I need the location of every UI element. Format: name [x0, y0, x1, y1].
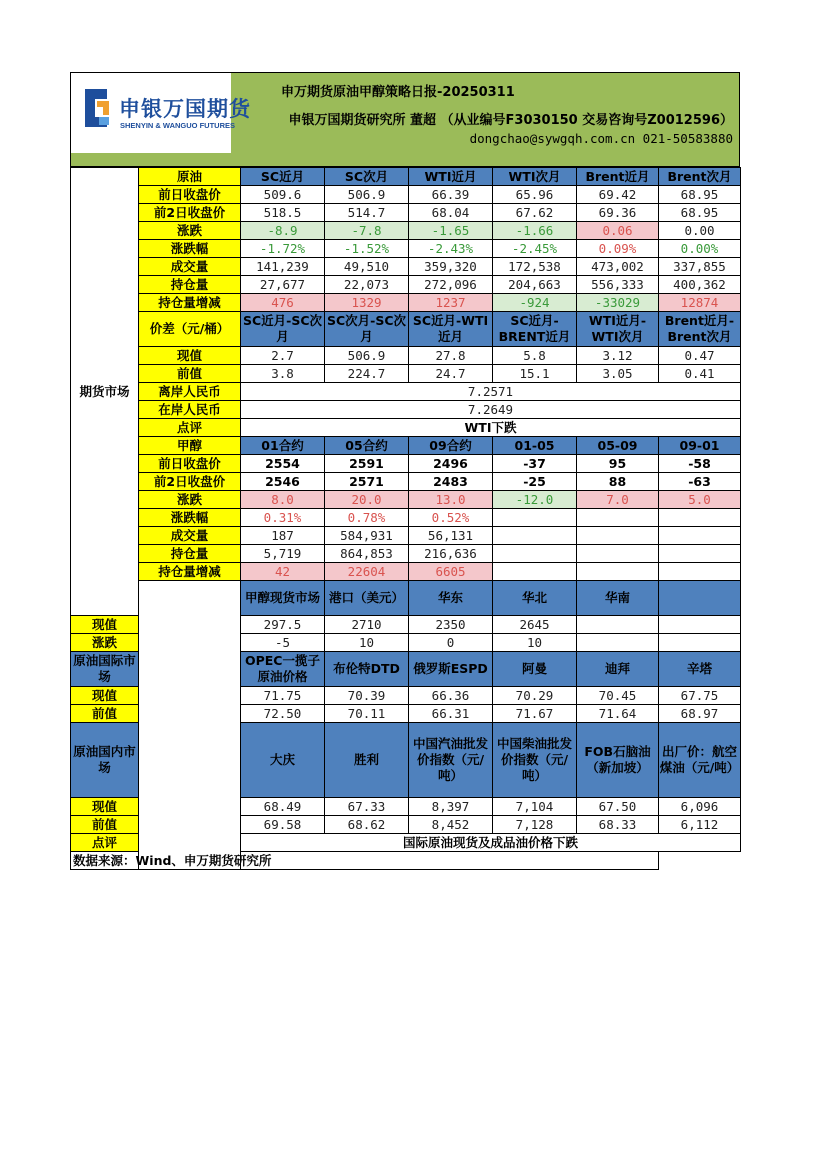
methanol-value [659, 545, 741, 563]
crude-value: 506.9 [325, 186, 409, 204]
methanol-col-header: 华东 [409, 581, 493, 616]
methanol-value: 584,931 [325, 527, 409, 545]
crude-value: 68.95 [659, 204, 741, 222]
spread-col-header: Brent近月-Brent次月 [659, 312, 741, 347]
methanol-value [493, 545, 577, 563]
row-label: 前值 [71, 705, 139, 723]
crude_dom-value: 8,452 [409, 816, 493, 834]
crude-value: 509.6 [241, 186, 325, 204]
methanol-value: 10 [325, 634, 409, 652]
crude-col-header: 原油 [139, 168, 241, 186]
row-label: 前值 [139, 365, 241, 383]
spread-value: 27.8 [409, 347, 493, 365]
fx-value: 7.2649 [241, 401, 741, 419]
methanol-value: 187 [241, 527, 325, 545]
crude-value: 141,239 [241, 258, 325, 276]
comment-label: 点评 [71, 834, 139, 852]
crude-col-header: WTI次月 [493, 168, 577, 186]
crude-value: 22,073 [325, 276, 409, 294]
crude_intl-value: 71.67 [493, 705, 577, 723]
crude-value: 514.7 [325, 204, 409, 222]
methanol-value: 864,853 [325, 545, 409, 563]
source-row [71, 852, 741, 870]
spread-row [71, 347, 741, 365]
crude-row [71, 258, 741, 276]
methanol-value: 22604 [325, 563, 409, 581]
crude-value: 12874 [659, 294, 741, 312]
crude-value: 68.04 [409, 204, 493, 222]
logo-subtext: SHENYIN & WANGUO FUTURES [120, 121, 236, 130]
spread-value: 2.7 [241, 347, 325, 365]
row-label: 现值 [139, 347, 241, 365]
row-label: 现值 [71, 616, 139, 634]
crude-value: 49,510 [325, 258, 409, 276]
methanol-value: 5.0 [659, 491, 741, 509]
spot-comment: 国际原油现货及成品油价格下跌 [241, 834, 741, 852]
crude_intl-col-header: 阿曼 [493, 652, 577, 687]
crude-value: 337,855 [659, 258, 741, 276]
crude-value: 359,320 [409, 258, 493, 276]
crude-value: 68.95 [659, 186, 741, 204]
crude-value: -1.66 [493, 222, 577, 240]
spread-value: 506.9 [325, 347, 409, 365]
spread-value: 0.41 [659, 365, 741, 383]
crude_dom-value: 68.33 [577, 816, 659, 834]
fx-label: 在岸人民币 [139, 401, 241, 419]
crude-row [71, 222, 741, 240]
futures-comment-row [71, 419, 741, 437]
crude_intl-value: 67.75 [659, 687, 741, 705]
methanol-value: 2496 [409, 455, 493, 473]
row-label: 成交量 [139, 527, 241, 545]
crude-row [71, 204, 741, 222]
crude-row [71, 294, 741, 312]
crude_intl-col-header: 原油国际市场 [71, 652, 139, 687]
spread-header-label: 价差（元/桶） [139, 312, 241, 347]
crude_intl-value: 70.45 [577, 687, 659, 705]
methanol-value [577, 527, 659, 545]
methanol-row [71, 491, 741, 509]
crude_intl-col-header: 俄罗斯ESPD [409, 652, 493, 687]
fx-label: 离岸人民币 [139, 383, 241, 401]
crude-col-header: WTI近月 [409, 168, 493, 186]
methanol-value: -12.0 [493, 491, 577, 509]
crude_dom-col-header: 大庆 [241, 723, 325, 798]
methanol-value: 0.52% [409, 509, 493, 527]
crude-value: 69.36 [577, 204, 659, 222]
crude_intl-value: 66.31 [409, 705, 493, 723]
methanol-row [71, 545, 741, 563]
crude-value: 69.42 [577, 186, 659, 204]
methanol-value: -37 [493, 455, 577, 473]
report-sheet [70, 72, 740, 870]
crude-col-header: Brent次月 [659, 168, 741, 186]
methanol-value: 2645 [493, 616, 577, 634]
methanol-col-header: 09-01 [659, 437, 741, 455]
crude_intl-value: 70.11 [325, 705, 409, 723]
crude_dom-value: 7,104 [493, 798, 577, 816]
row-label: 涨跌 [71, 634, 139, 652]
fx-row [71, 383, 741, 401]
crude_dom-value: 7,128 [493, 816, 577, 834]
crude-value: 0.00% [659, 240, 741, 258]
crude_dom-col-header: 出厂价：航空煤油（元/吨） [659, 723, 741, 798]
data-source: 数据来源：Wind、申万期货研究所 [71, 852, 659, 870]
report-title: 申万期货原油甲醇策略日报-20250311 [281, 85, 515, 100]
methanol-value: 0.31% [241, 509, 325, 527]
crude_dom-value: 6,096 [659, 798, 741, 816]
methanol-value: 8.0 [241, 491, 325, 509]
spread-value: 3.05 [577, 365, 659, 383]
methanol-col-header: 05-09 [577, 437, 659, 455]
methanol-value [577, 563, 659, 581]
crude_dom-value: 6,112 [659, 816, 741, 834]
comment-label: 点评 [139, 419, 241, 437]
methanol-value [493, 527, 577, 545]
crude-value: -1.65 [409, 222, 493, 240]
methanol-value [659, 509, 741, 527]
row-label: 前2日收盘价 [139, 473, 241, 491]
row-label: 前值 [71, 816, 139, 834]
row-label: 前2日收盘价 [139, 204, 241, 222]
crude-value: 272,096 [409, 276, 493, 294]
methanol-value [577, 616, 659, 634]
row-label: 成交量 [139, 258, 241, 276]
crude-value: -924 [493, 294, 577, 312]
methanol-value: 10 [493, 634, 577, 652]
spread-col-header: SC近月-BRENT近月 [493, 312, 577, 347]
futures-comment: WTI下跌 [241, 419, 741, 437]
crude-value: 518.5 [241, 204, 325, 222]
crude_intl-value: 68.97 [659, 705, 741, 723]
methanol-value: 2483 [409, 473, 493, 491]
methanol-col-header: 甲醇 [139, 437, 241, 455]
methanol-value: 6605 [409, 563, 493, 581]
methanol-header-row [71, 437, 741, 455]
crude_intl-value: 72.50 [241, 705, 325, 723]
crude-value: 27,677 [241, 276, 325, 294]
crude-value: 204,663 [493, 276, 577, 294]
methanol-value [577, 634, 659, 652]
crude-value: 1329 [325, 294, 409, 312]
crude-row [71, 276, 741, 294]
crude-value: 66.39 [409, 186, 493, 204]
crude_dom-value: 67.33 [325, 798, 409, 816]
crude_intl-value: 71.75 [241, 687, 325, 705]
methanol-value: 7.0 [577, 491, 659, 509]
methanol-value: 2591 [325, 455, 409, 473]
crude_dom-value: 69.58 [241, 816, 325, 834]
methanol-value: 95 [577, 455, 659, 473]
spread-col-header: SC近月-WTI近月 [409, 312, 493, 347]
row-label: 涨跌 [139, 491, 241, 509]
row-label: 涨跌幅 [139, 509, 241, 527]
methanol-value: 0 [409, 634, 493, 652]
crude-value: 65.96 [493, 186, 577, 204]
methanol-header-row [71, 581, 741, 616]
spread-col-header: SC次月-SC次月 [325, 312, 409, 347]
methanol-col-header: 甲醇现货市场 [241, 581, 325, 616]
crude-value: 172,538 [493, 258, 577, 276]
spread-value: 3.8 [241, 365, 325, 383]
methanol-value: 42 [241, 563, 325, 581]
crude-value: -33029 [577, 294, 659, 312]
spread-value: 15.1 [493, 365, 577, 383]
methanol-value: 2546 [241, 473, 325, 491]
crude-value: -1.52% [325, 240, 409, 258]
company-logo [71, 73, 251, 153]
row-label: 前日收盘价 [139, 186, 241, 204]
fx-row [71, 401, 741, 419]
spread-value: 5.8 [493, 347, 577, 365]
crude-row [71, 186, 741, 204]
methanol-value: 2350 [409, 616, 493, 634]
futures-market-label: 期货市场 [71, 168, 139, 616]
crude_dom-value: 68.62 [325, 816, 409, 834]
crude-col-header: Brent近月 [577, 168, 659, 186]
spread-value: 3.12 [577, 347, 659, 365]
methanol-row [71, 563, 741, 581]
spread-col-header: SC近月-SC次月 [241, 312, 325, 347]
row-label: 持仓量 [139, 276, 241, 294]
methanol-value: -5 [241, 634, 325, 652]
crude-value: -2.43% [409, 240, 493, 258]
crude-value: 0.09% [577, 240, 659, 258]
methanol-value: 0.78% [325, 509, 409, 527]
methanol-value: 2554 [241, 455, 325, 473]
methanol-value [659, 616, 741, 634]
crude-value: 1237 [409, 294, 493, 312]
logo-text: 申银万国期货 [119, 98, 251, 121]
methanol-value [659, 527, 741, 545]
report-contact: dongchao@sywgqh.com.cn 021-50583880 [469, 131, 733, 146]
crude-value: 556,333 [577, 276, 659, 294]
crude_dom-value: 8,397 [409, 798, 493, 816]
crude-value: 473,002 [577, 258, 659, 276]
methanol-col-header: 01合约 [241, 437, 325, 455]
methanol-value: 216,636 [409, 545, 493, 563]
methanol-value: 2571 [325, 473, 409, 491]
crude_dom-col-header: 原油国内市场 [71, 723, 139, 798]
methanol-col-header: 华南 [577, 581, 659, 616]
crude_dom-col-header: FOB石脑油（新加坡） [577, 723, 659, 798]
report-header [70, 72, 740, 167]
methanol-value: -58 [659, 455, 741, 473]
crude-value: 0.06 [577, 222, 659, 240]
spot-side-blank [139, 581, 241, 870]
crude_intl-col-header: 布伦特DTD [325, 652, 409, 687]
methanol-value [659, 563, 741, 581]
crude_intl-col-header: 辛塔 [659, 652, 741, 687]
crude_dom-value: 68.49 [241, 798, 325, 816]
methanol-row [71, 527, 741, 545]
crude-value: 67.62 [493, 204, 577, 222]
crude-col-header: SC次月 [325, 168, 409, 186]
spread-value: 0.47 [659, 347, 741, 365]
methanol-value [493, 563, 577, 581]
crude_intl-value: 66.36 [409, 687, 493, 705]
methanol-col-header: 01-05 [493, 437, 577, 455]
crude-value: -7.8 [325, 222, 409, 240]
crude_intl-col-header: OPEC一揽子原油价格 [241, 652, 325, 687]
report-author: 申银万国期货研究所 董超 （从业编号F3030150 交易咨询号Z0012596） [288, 113, 733, 128]
methanol-row [71, 455, 741, 473]
crude_intl-col-header: 迪拜 [577, 652, 659, 687]
logo-mark-icon [79, 85, 113, 131]
row-label: 持仓量 [139, 545, 241, 563]
spread-value: 224.7 [325, 365, 409, 383]
crude-col-header: SC近月 [241, 168, 325, 186]
methanol-col-header: 09合约 [409, 437, 493, 455]
row-label: 涨跌 [139, 222, 241, 240]
methanol-col-header: 港口（美元） [325, 581, 409, 616]
crude-row [71, 240, 741, 258]
row-label: 前日收盘价 [139, 455, 241, 473]
crude_dom-value: 67.50 [577, 798, 659, 816]
fx-value: 7.2571 [241, 383, 741, 401]
methanol-row [71, 509, 741, 527]
spread-col-header: WTI近月-WTI次月 [577, 312, 659, 347]
crude-value: 476 [241, 294, 325, 312]
methanol-value [577, 509, 659, 527]
crude_dom-col-header: 中国柴油批发价指数（元/吨） [493, 723, 577, 798]
methanol-value: 20.0 [325, 491, 409, 509]
row-label: 现值 [71, 687, 139, 705]
methanol-value [577, 545, 659, 563]
methanol-row [71, 473, 741, 491]
methanol-value: 13.0 [409, 491, 493, 509]
methanol-value [659, 634, 741, 652]
crude-value: -1.72% [241, 240, 325, 258]
methanol-value: 56,131 [409, 527, 493, 545]
row-label: 持仓量增减 [139, 294, 241, 312]
row-label: 涨跌幅 [139, 240, 241, 258]
crude-value: 0.00 [659, 222, 741, 240]
data-table [70, 167, 741, 870]
methanol-value: -63 [659, 473, 741, 491]
methanol-value: 2710 [325, 616, 409, 634]
methanol-value: -25 [493, 473, 577, 491]
crude-value: 400,362 [659, 276, 741, 294]
spread-value: 24.7 [409, 365, 493, 383]
methanol-value: 88 [577, 473, 659, 491]
spread-row [71, 365, 741, 383]
crude_dom-col-header: 中国汽油批发价指数（元/吨） [409, 723, 493, 798]
row-label: 持仓量增减 [139, 563, 241, 581]
crude_intl-value: 70.39 [325, 687, 409, 705]
methanol-col-header [659, 581, 741, 616]
methanol-col-header: 华北 [493, 581, 577, 616]
crude-value: -2.45% [493, 240, 577, 258]
crude-header-row [71, 168, 741, 186]
row-label: 现值 [71, 798, 139, 816]
methanol-col-header: 05合约 [325, 437, 409, 455]
crude_intl-value: 70.29 [493, 687, 577, 705]
methanol-value: 5,719 [241, 545, 325, 563]
crude_intl-value: 71.64 [577, 705, 659, 723]
spread-header-row [71, 312, 741, 347]
methanol-value [493, 509, 577, 527]
methanol-value: 297.5 [241, 616, 325, 634]
crude-value: -8.9 [241, 222, 325, 240]
crude_dom-col-header: 胜利 [325, 723, 409, 798]
